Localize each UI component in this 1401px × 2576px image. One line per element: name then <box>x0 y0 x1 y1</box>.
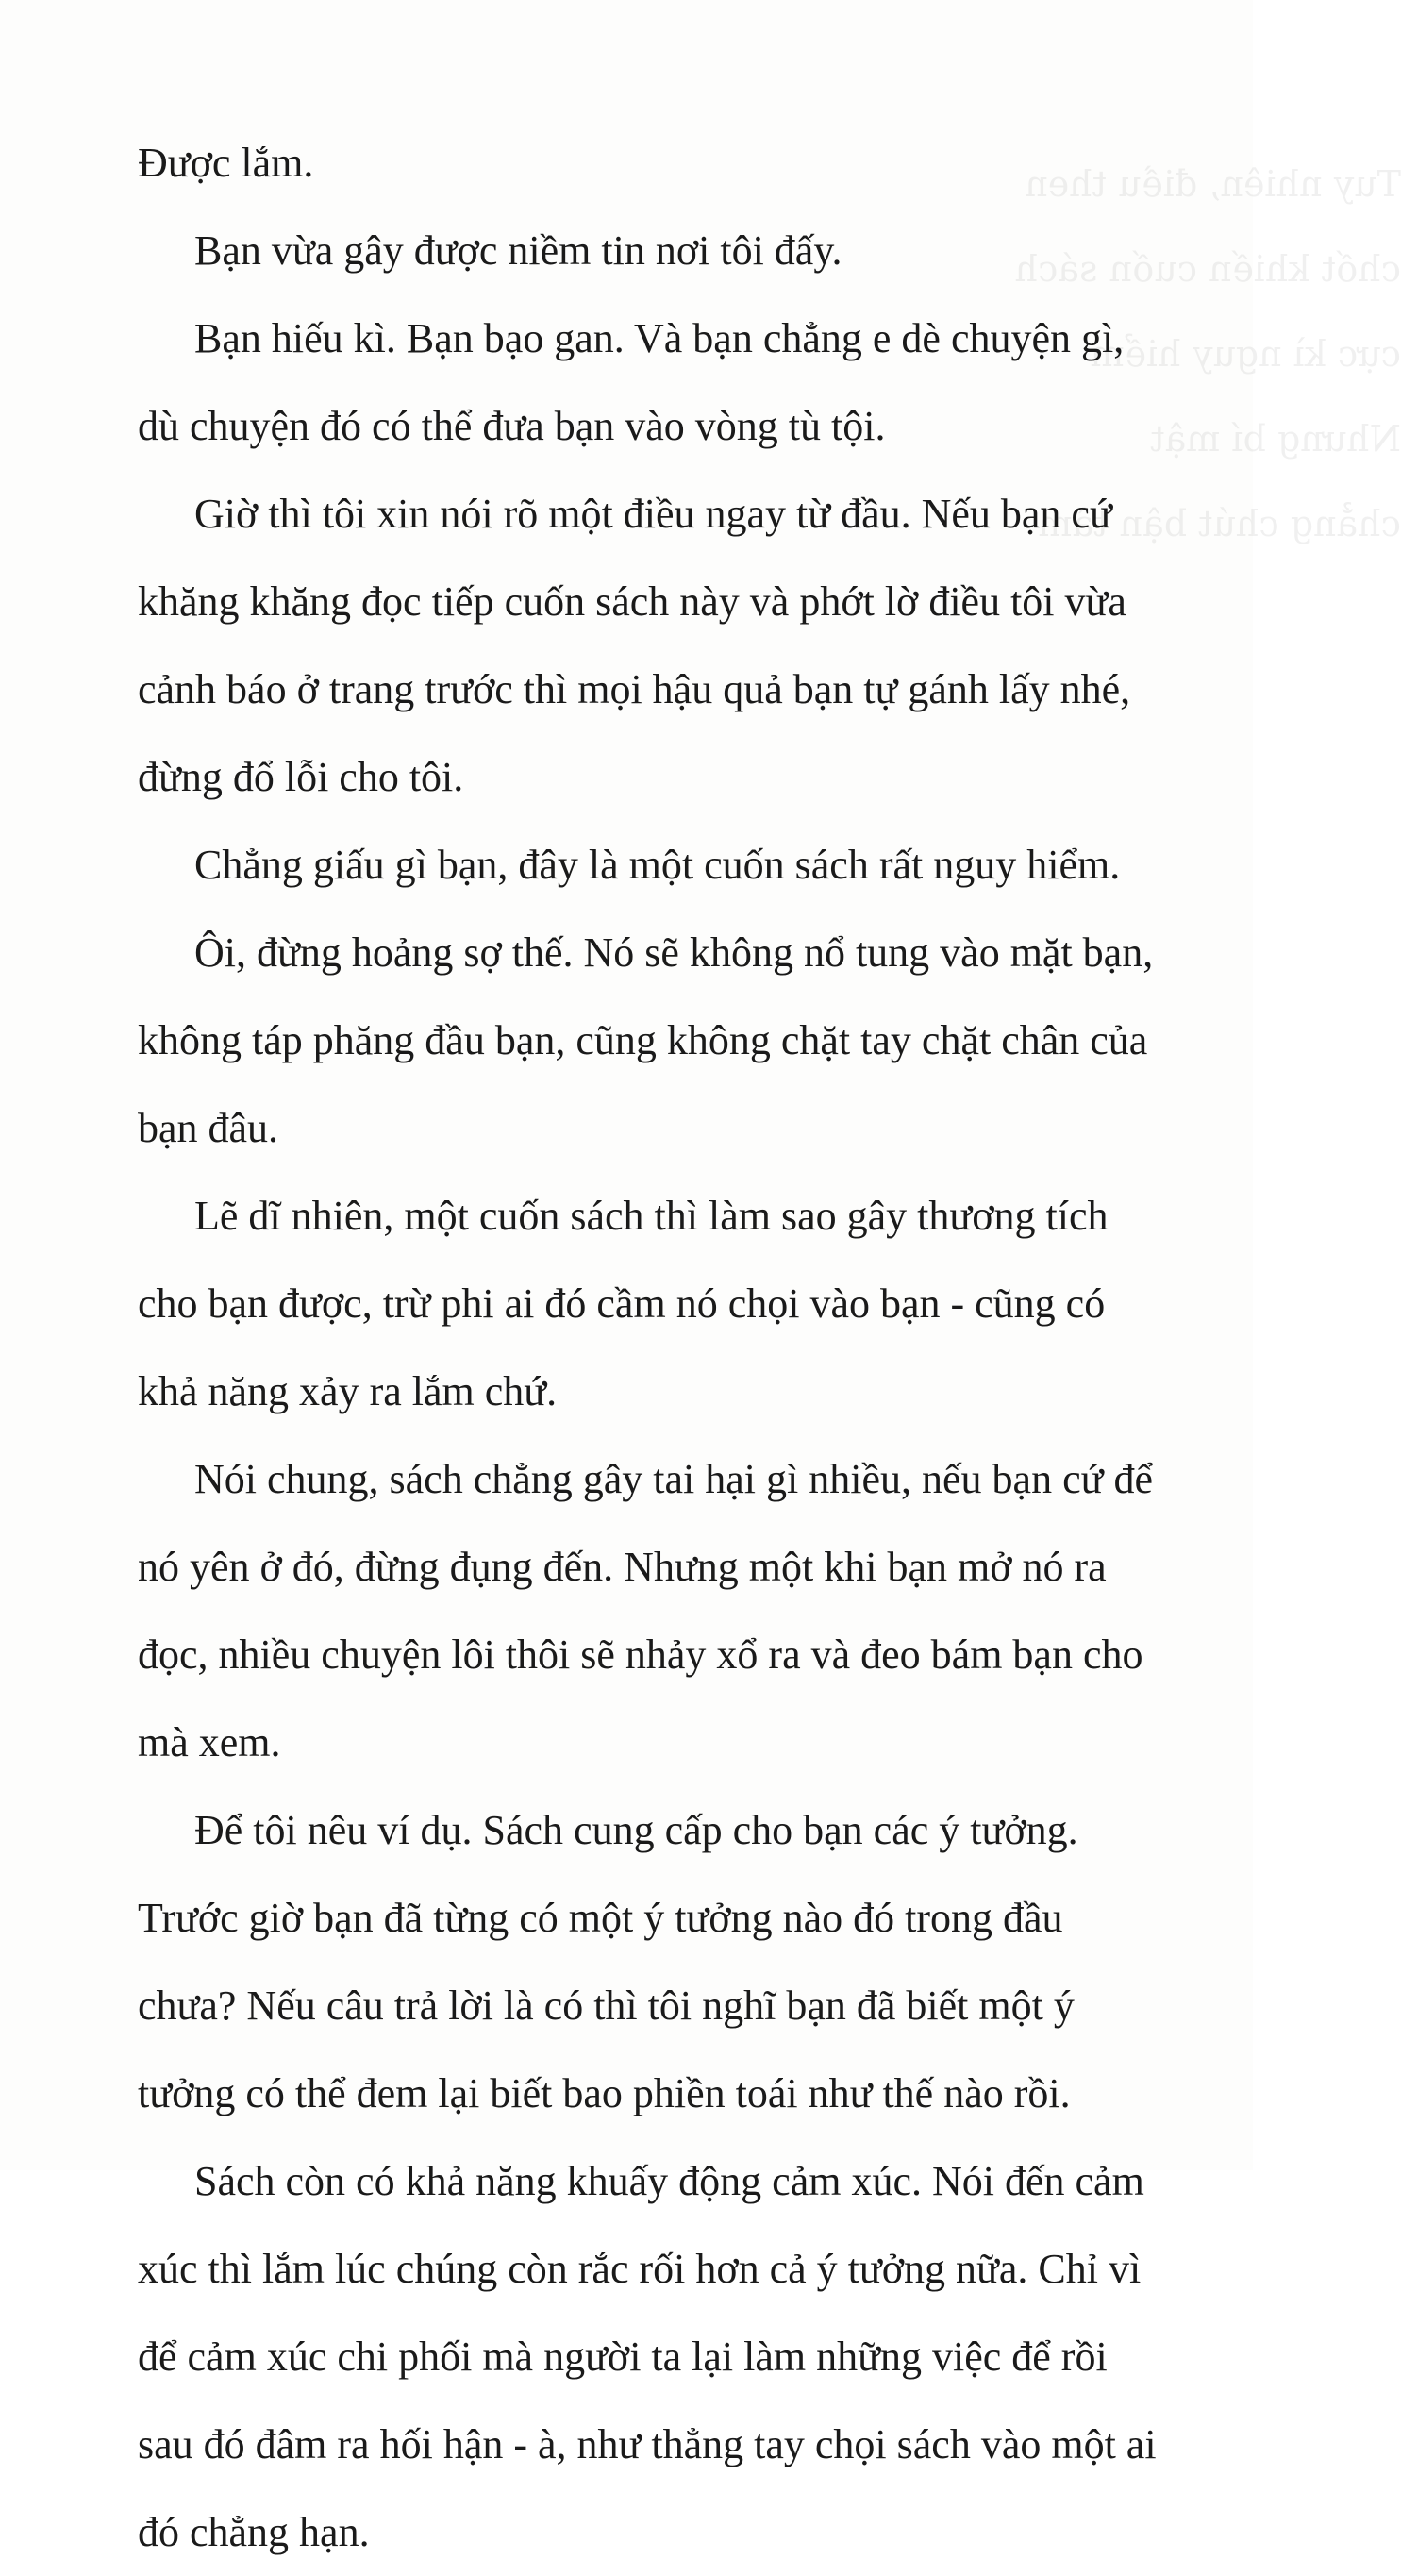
reverse-side-show-through: Tuy nhiên, điều then chốt khiến cuốn sách cực kì nguy hiểm Nhưng bí mật chẳng chút bận tâm <box>1014 163 1401 544</box>
paragraph: Bạn hiếu kì. Bạn bạo gan. Và bạn chẳng e dè chuyện gì, dù chuyện đó có thể đưa bạn vào vòng tù tội. <box>138 315 1125 449</box>
paragraph: Lẽ dĩ nhiên, một cuốn sách thì làm sao gây thương tích cho bạn được, trừ phi ai đó cầm nó chọi vào bạn - cũng có khả năng xảy ra lắm chứ. <box>138 1193 1109 1414</box>
paragraph: Được lắm. <box>138 140 314 186</box>
paragraph: Sách còn có khả năng khuấy động cảm xúc. Nói đến cảm xúc thì lắm lúc chúng còn rắc rối hơn cả ý tưởng nữa. Chỉ vì để cảm xúc chi phối mà người ta lại làm những việc để rồi sau đó đâm ra hối hận - à, như thẳng tay chọi sách vào một ai đó chẳng hạn. <box>138 2158 1157 2555</box>
paragraph: Nói chung, sách chẳng gây tai hại gì nhiều, nếu bạn cứ để nó yên ở đó, đừng đụng đến. Nhưng một khi bạn mở nó ra đọc, nhiều chuyện lôi thôi sẽ nhảy xổ ra và đeo bám bạn cho mà xem. <box>138 1456 1153 1765</box>
paragraph: Ôi, đừng hoảng sợ thế. Nó sẽ không nổ tung vào mặt bạn, không táp phăng đầu bạn, cũng không chặt tay chặt chân của bạn đâu. <box>138 929 1154 1151</box>
paragraph: Bạn vừa gây được niềm tin nơi tôi đấy. <box>194 227 842 274</box>
paragraph: Để tôi nêu ví dụ. Sách cung cấp cho bạn các ý tưởng. Trước giờ bạn đã từng có một ý tưởng nào đó trong đầu chưa? Nếu câu trả lời là có thì tôi nghĩ bạn đã biết một ý tưởng có thể đem lại biết bao phiền toái như thế nào rồi. <box>138 1807 1078 2116</box>
paragraph: Giờ thì tôi xin nói rõ một điều ngay từ đầu. Nếu bạn cứ khăng khăng đọc tiếp cuốn sách này và phớt lờ điều tôi vừa cảnh báo ở trang trước thì mọi hậu quả bạn tự gánh lấy nhé, đừng đổ lỗi cho tôi. <box>138 491 1131 800</box>
paragraph: Chẳng giấu gì bạn, đây là một cuốn sách rất nguy hiểm. <box>194 842 1121 888</box>
body-text <box>138 119 1157 2576</box>
